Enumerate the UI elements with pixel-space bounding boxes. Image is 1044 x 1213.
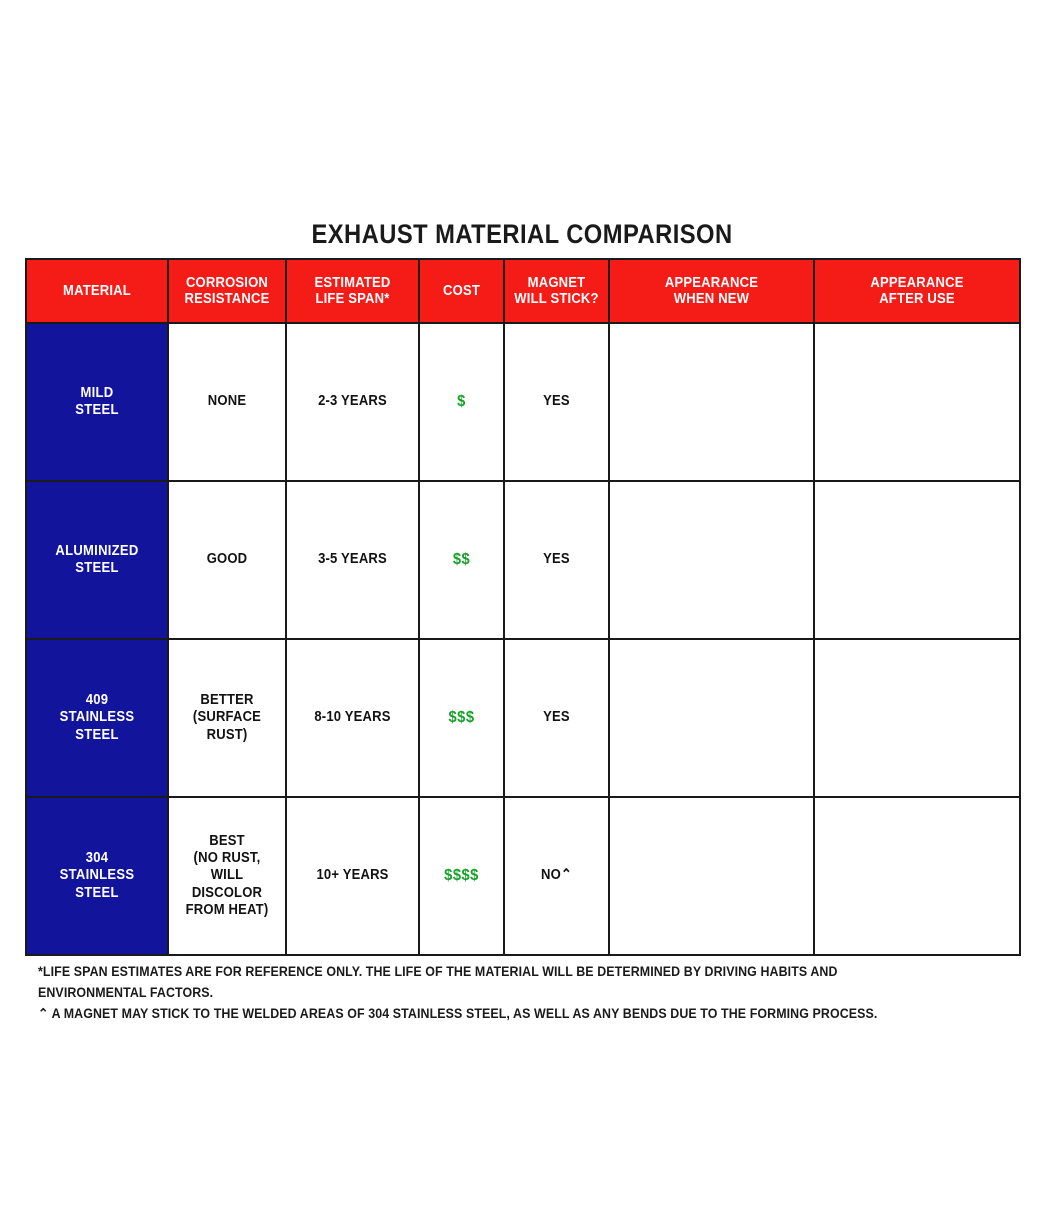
- magnet-value: YES: [543, 709, 570, 726]
- column-header-appearance-after-use: [814, 259, 1020, 323]
- header-line: WHEN NEW: [673, 291, 750, 307]
- cell-lifespan: [286, 481, 419, 639]
- footnote-lifespan: *LIFE SPAN ESTIMATES ARE FOR REFERENCE ONLY. THE LIFE OF THE MATERIAL WILL BE DETERMINED BY DRIVING HABITS AND ENVIRONMENTAL FACTORS.: [38, 964, 838, 1000]
- header-line: WILL STICK?: [514, 291, 599, 307]
- cell-lifespan: [286, 323, 419, 481]
- header-line: RESISTANCE: [184, 291, 270, 307]
- header-line: MAGNET: [527, 274, 586, 291]
- cell-appearance-after-use: [814, 639, 1020, 797]
- table-header-row: [26, 259, 1020, 323]
- cell-appearance-new: [609, 797, 814, 955]
- lifespan-value: 3-5 YEARS: [318, 551, 387, 568]
- cell-appearance-new: [609, 481, 814, 639]
- cell-magnet: [504, 639, 609, 797]
- comparison-table: [25, 258, 1021, 956]
- table-row: [26, 481, 1020, 639]
- lifespan-value: 2-3 YEARS: [318, 393, 387, 410]
- cell-material: [26, 481, 168, 639]
- corrosion-line: BEST: [209, 833, 245, 850]
- column-header-corrosion: [168, 259, 286, 323]
- material-line: 304: [85, 849, 109, 866]
- table-row: [26, 639, 1020, 797]
- material-line: MILD: [80, 384, 114, 401]
- header-line: APPEARANCE: [870, 274, 964, 291]
- header-line: CORROSION: [185, 274, 269, 291]
- corrosion-line: GOOD: [206, 551, 248, 568]
- magnet-value: YES: [543, 393, 570, 410]
- material-line: STAINLESS: [59, 709, 135, 726]
- cell-cost: [419, 323, 504, 481]
- cell-corrosion: [168, 481, 286, 639]
- cell-corrosion: [168, 797, 286, 955]
- cell-magnet: [504, 323, 609, 481]
- cell-lifespan: [286, 797, 419, 955]
- header-line: AFTER USE: [879, 291, 955, 307]
- comparison-table-container: [25, 258, 1019, 956]
- table-row: [26, 323, 1020, 481]
- cell-magnet: [504, 481, 609, 639]
- cost-value: $$$$: [444, 867, 479, 884]
- cell-cost: [419, 639, 504, 797]
- footnotes: [38, 962, 1018, 1025]
- corrosion-line: FROM HEAT): [185, 901, 269, 918]
- lifespan-value: 10+ YEARS: [316, 867, 389, 884]
- cost-value: $$$: [448, 709, 475, 726]
- lifespan-value: 8-10 YEARS: [314, 709, 391, 726]
- cell-cost: [419, 481, 504, 639]
- column-header-lifespan: [286, 259, 419, 323]
- material-line: STAINLESS: [59, 867, 135, 884]
- cell-lifespan: [286, 639, 419, 797]
- cell-material: [26, 797, 168, 955]
- column-header-appearance-new: [609, 259, 814, 323]
- material-line: STEEL: [75, 726, 119, 743]
- corrosion-line: NONE: [207, 393, 247, 410]
- cell-appearance-after-use: [814, 797, 1020, 955]
- footnote-magnet: ⌃ A MAGNET MAY STICK TO THE WELDED AREAS OF 304 STAINLESS STEEL, AS WELL AS ANY BENDS DUE TO THE FORMING PROCESS.: [38, 1005, 878, 1021]
- cell-appearance-new: [609, 639, 814, 797]
- column-header-cost: [419, 259, 504, 323]
- cell-appearance-new: [609, 323, 814, 481]
- cell-corrosion: [168, 639, 286, 797]
- cost-value: $: [457, 393, 466, 410]
- header-line: COST: [443, 282, 480, 299]
- cell-material: [26, 639, 168, 797]
- cell-appearance-after-use: [814, 481, 1020, 639]
- header-line: MATERIAL: [63, 282, 131, 299]
- material-line: STEEL: [75, 402, 119, 418]
- cost-value: $$: [452, 551, 471, 568]
- magnet-value: YES: [543, 551, 570, 568]
- cell-cost: [419, 797, 504, 955]
- corrosion-line: (NO RUST,: [193, 850, 261, 867]
- corrosion-line: BETTER: [200, 692, 254, 709]
- cell-magnet: [504, 797, 609, 955]
- header-line: ESTIMATED: [314, 274, 391, 291]
- cell-corrosion: [168, 323, 286, 481]
- header-line: LIFE SPAN*: [315, 291, 390, 307]
- corrosion-line: RUST): [206, 726, 248, 743]
- material-line: 409: [85, 691, 109, 708]
- material-line: STEEL: [75, 560, 119, 576]
- table-row: [26, 797, 1020, 955]
- corrosion-line: WILL DISCOLOR: [191, 867, 263, 901]
- cell-appearance-after-use: [814, 323, 1020, 481]
- cell-material: [26, 323, 168, 481]
- header-line: APPEARANCE: [664, 274, 759, 291]
- material-line: STEEL: [75, 884, 119, 901]
- corrosion-line: (SURFACE: [192, 709, 262, 726]
- material-line: ALUMINIZED: [55, 542, 139, 559]
- magnet-value: NO⌃: [540, 867, 573, 884]
- page-title: EXHAUST MATERIAL COMPARISON: [311, 219, 733, 249]
- column-header-magnet: [504, 259, 609, 323]
- column-header-material: [26, 259, 168, 323]
